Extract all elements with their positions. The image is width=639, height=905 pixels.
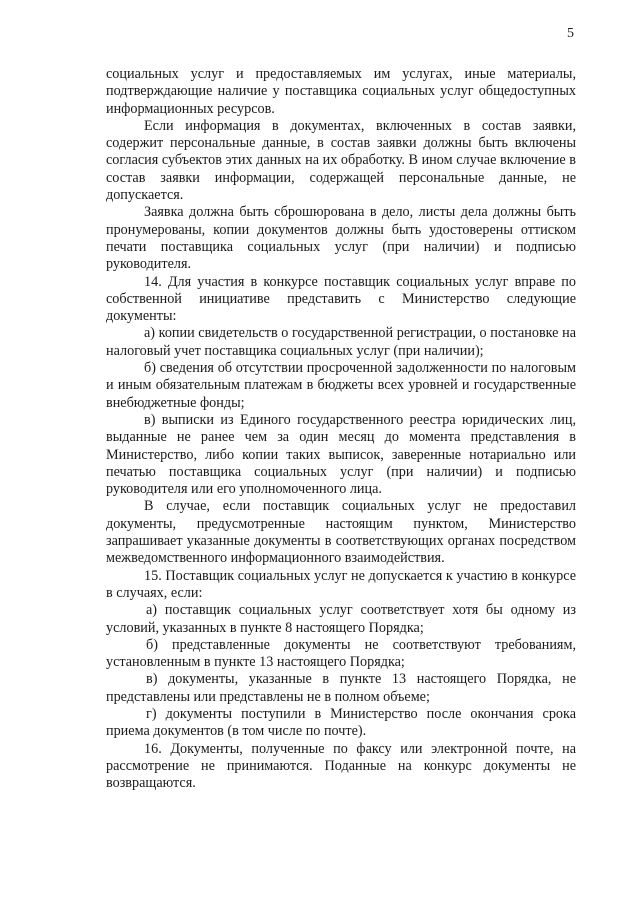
list-item-15d: г) документы поступили в Министерство после окончания срока приема документов (в том числе по почте). (106, 705, 576, 740)
paragraph-16: 16. Документы, полученные по факсу или электронной почте, на рассмотрение не принимаются. Поданные на конкурс документы не возвращаются. (106, 740, 576, 792)
list-item-15c: в) документы, указанные в пункте 13 настоящего Порядка, не представлены или представлены не в полном объеме; (106, 671, 576, 705)
paragraph-15: 15. Поставщик социальных услуг не допускается к участию в конкурсе в случаях, если: (106, 567, 576, 601)
paragraph-personal-data: Если информация в документах, включенных в состав заявки, содержит персональные данные, в состав заявки должны быть включены согласия субъектов этих данных на их обработку. В ином случае включение в состав заявки информации, содержащей персональные данные, не допускается. (106, 117, 576, 204)
paragraph-interagency-request: В случае, если поставщик социальных услуг не предоставил документы, предусмотренные настоящим пунктом, Министерство запрашивает указанные документы в соответствующих органах посредством межведомственного информационного взаимодействия. (106, 498, 576, 567)
page-number: 5 (567, 26, 574, 41)
list-item-14b: б) сведения об отсутствии просроченной задолженности по налоговым и иным обязательным платежам в бюджеты всех уровней и государственные внебюджетные фонды; (106, 360, 576, 411)
list-item-14a: а) копии свидетельств о государственной регистрации, о постановке на налоговый учет поставщика социальных услуг (при наличии); (106, 325, 576, 359)
list-item-14c: в) выписки из Единого государственного реестра юридических лиц, выданные не ранее чем за один месяц до момента представления в Министерство, либо копии таких выписок, заверенные нотариально или печатью поставщика социальных услуг (при наличии) и подписью руководителя или его уполномоченного лица. (106, 411, 576, 498)
paragraph-continuation: социальных услуг и предоставляемых им услугах, иные материалы, подтверждающие наличие у поставщика социальных услуг общедоступных информационных ресурсов. (106, 66, 576, 117)
paragraph-binding: Заявка должна быть сброшюрована в дело, листы дела должны быть пронумерованы, копии документов должны быть удостоверены оттиском печати поставщика социальных услуг (при наличии) и подписью руководителя. (106, 204, 576, 273)
paragraph-14: 14. Для участия в конкурсе поставщик социальных услуг вправе по собственной инициативе представить с Министерство следующие документы: (106, 273, 576, 325)
list-item-15b: б) представленные документы не соответствуют требованиям, установленным в пункте 13 настоящего Порядка; (106, 636, 576, 671)
document-body (106, 66, 576, 792)
list-item-15a: а) поставщик социальных услуг соответствует хотя бы одному из условий, указанных в пункте 8 настоящего Порядка; (106, 602, 576, 636)
